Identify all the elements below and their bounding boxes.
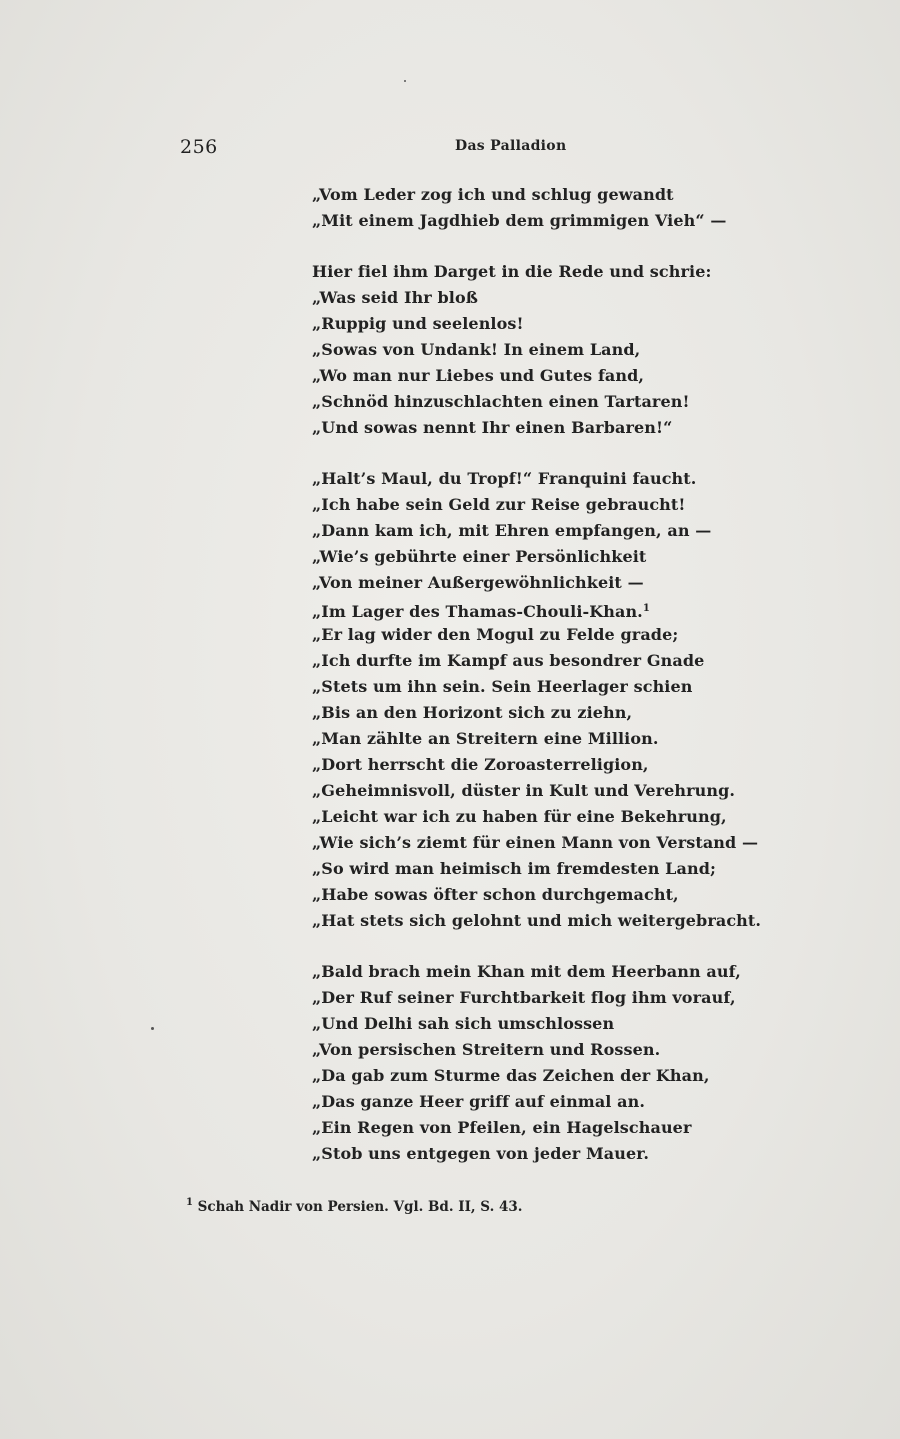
verse-line: „Von persischen Streitern und Rossen. — [312, 1040, 661, 1059]
footnote-reference: 1 — [642, 603, 650, 614]
verse-line: „Hat stets sich gelohnt und mich weitergebracht. — [312, 911, 762, 930]
footnote — [186, 1197, 522, 1215]
verse-line: „Sowas von Undank! In einem Land, — [312, 340, 641, 359]
verse-line: „Man zählte an Streitern eine Million. — [312, 729, 659, 748]
verse-line: „Ein Regen von Pfeilen, ein Hagelschauer — [312, 1118, 692, 1137]
verse-line: „So wird man heimisch im fremdesten Land; — [312, 859, 716, 878]
running-title: Das Palladion — [455, 138, 567, 154]
verse-line: „Halt’s Maul, du Tropf!“ Franquini faucht. — [312, 469, 697, 488]
verse-line: „Leicht war ich zu haben für eine Bekehrung, — [312, 807, 727, 826]
stanza-1 — [312, 182, 732, 234]
verse-line: „Ruppig und seelenlos! — [312, 314, 524, 333]
verse-block — [312, 182, 762, 1192]
paper-speck — [404, 80, 406, 82]
page-header — [180, 136, 690, 160]
verse-line: „Was seid Ihr bloß — [312, 288, 479, 307]
verse-line: Hier fiel ihm Darget in die Rede und schrie: — [312, 262, 712, 281]
page-number: 256 — [180, 136, 218, 158]
verse-line: „Dann kam ich, mit Ehren empfangen, an — — [312, 521, 712, 540]
verse-line: „Der Ruf seiner Furchtbarkeit flog ihm vorauf, — [312, 988, 736, 1007]
verse-line: „Er lag wider den Mogul zu Felde grade; — [312, 625, 679, 644]
verse-line-text: „Im Lager des Thamas-Chouli-Khan. — [312, 602, 643, 621]
verse-line: „Mit einem Jagdhieb dem grimmigen Vieh“ — — [312, 211, 727, 230]
verse-line: „Stets um ihn sein. Sein Heerlager schien — [312, 677, 693, 696]
stanza-3 — [312, 466, 762, 934]
verse-line: „Und sowas nennt Ihr einen Barbaren!“ — [312, 418, 673, 437]
verse-line: „Bald brach mein Khan mit dem Heerbann auf, — [312, 962, 741, 981]
footnote-marker: 1 — [186, 1197, 193, 1208]
verse-line: „Da gab zum Sturme das Zeichen der Khan, — [312, 1066, 710, 1085]
footnote-text: Schah Nadir von Persien. Vgl. Bd. II, S. 43. — [197, 1199, 523, 1215]
verse-line-with-footnote — [312, 596, 732, 622]
paper-speck — [151, 1027, 154, 1030]
verse-line: „Dort herrscht die Zoroasterreligion, — [312, 755, 649, 774]
verse-line: „Von meiner Außergewöhnlichkeit — — [312, 573, 644, 592]
stanza-2 — [312, 259, 732, 441]
verse-line: „Vom Leder zog ich und schlug gewandt — [312, 185, 674, 204]
stanza-4 — [312, 959, 741, 1167]
verse-line: „Stob uns entgegen von jeder Mauer. — [312, 1144, 649, 1163]
verse-line: „Bis an den Horizont sich zu ziehn, — [312, 703, 633, 722]
verse-line: „Und Delhi sah sich umschlossen — [312, 1014, 615, 1033]
verse-line: „Ich habe sein Geld zur Reise gebraucht! — [312, 495, 686, 514]
verse-line: „Ich durfte im Kampf aus besondrer Gnade — [312, 651, 705, 670]
verse-line: „Geheimnisvoll, düster in Kult und Verehrung. — [312, 781, 736, 800]
verse-line: „Das ganze Heer griff auf einmal an. — [312, 1092, 646, 1111]
verse-line: „Wie sich’s ziemt für einen Mann von Verstand — — [312, 833, 759, 852]
verse-line: „Habe sowas öfter schon durchgemacht, — [312, 885, 679, 904]
verse-line: „Schnöd hinzuschlachten einen Tartaren! — [312, 392, 690, 411]
verse-line: „Wie’s gebührte einer Persönlichkeit — [312, 547, 647, 566]
verse-line: „Wo man nur Liebes und Gutes fand, — [312, 366, 645, 385]
